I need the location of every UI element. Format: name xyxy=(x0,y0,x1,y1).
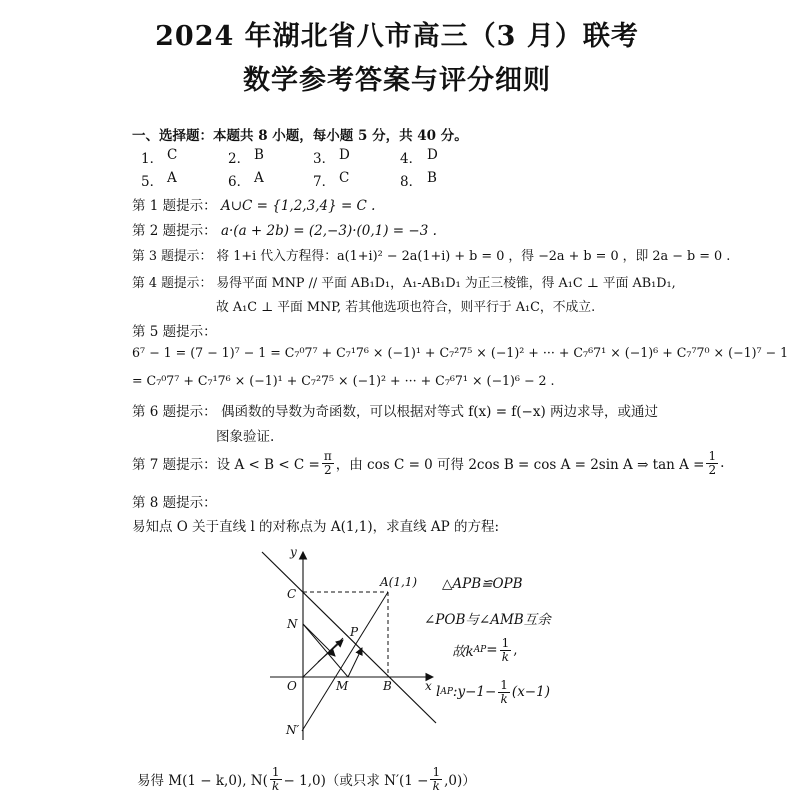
note-line-equation xyxy=(436,676,550,708)
hint-label: 第 1 题提示： xyxy=(132,198,217,214)
fraction-numerator: 1 xyxy=(432,764,441,779)
hint-text: 偶函数的导数为奇函数，可以根据对等式 f(x) = f(−x) 两边求导，或通过 xyxy=(220,404,659,420)
note-subscript: AP xyxy=(473,645,487,655)
label-A: A(1,1) xyxy=(380,575,418,589)
note-text: (x−1) xyxy=(511,684,550,700)
fraction-numerator: 1 xyxy=(500,677,508,692)
fraction-numerator: π xyxy=(323,448,332,463)
hint-text: . xyxy=(720,455,725,471)
label-y: y xyxy=(290,545,297,559)
hint-text: A∪C = {1,2,3,4} = C . xyxy=(220,198,376,214)
answer-value: C xyxy=(167,147,178,163)
note-text: :y−1− xyxy=(452,684,497,700)
fraction-denominator: k xyxy=(501,649,510,664)
fraction-denominator: k xyxy=(432,778,440,793)
label-x: x xyxy=(425,679,432,693)
hint-text: a·(a + 2b) = (2,−3)·(0,1) = −3 . xyxy=(220,223,437,239)
label-C: C xyxy=(287,587,297,601)
answer-value: D xyxy=(339,147,350,163)
note-text: = xyxy=(486,642,498,658)
answer-value: D xyxy=(427,147,438,163)
note-text: l xyxy=(436,684,441,700)
label-P: P xyxy=(350,625,359,639)
answer-value: A xyxy=(167,170,177,186)
fraction xyxy=(430,766,442,792)
hint-8-label: 第 8 题提示： xyxy=(132,495,217,511)
document-title: 2024 年湖北省八市高三（3 月）联考 xyxy=(155,21,639,52)
fraction-numerator: 1 xyxy=(271,764,280,779)
footer-text: 易得 M(1 − k,0), N( xyxy=(137,773,268,789)
document-subtitle: 数学参考答案与评分细则 xyxy=(243,65,551,96)
fraction xyxy=(500,637,512,663)
fraction-numerator: 1 xyxy=(708,448,717,463)
note-angles: ∠POB与∠AMB互余 xyxy=(424,612,551,628)
fraction-denominator: k xyxy=(500,691,508,706)
fraction-numerator: 1 xyxy=(501,635,510,650)
hint-label: 第 3 题提示： xyxy=(132,249,213,264)
label-N-prime: N′ xyxy=(286,723,300,737)
hint-5-label: 第 5 题提示： xyxy=(132,324,217,340)
note-subscript: AP xyxy=(440,687,453,697)
label-M: M xyxy=(336,679,349,693)
hint-5-line1: 6⁷ − 1 = (7 − 1)⁷ − 1 = C₇⁰7⁷ + C₇¹7⁶ × (−1)¹ + C₇²7⁵ × (−1)² + ··· + C₇⁶7¹ × (−1)⁶ + C₇⁷7⁰ × (−1)⁷ − 1 xyxy=(132,345,789,360)
line-AP xyxy=(302,592,388,731)
hint-text: 易得平面 MNP // 平面 AB₁D₁，A₁-AB₁D₁ 为正三棱锥，得 A₁C ⊥ 平面 AB₁D₁, xyxy=(216,276,676,291)
answer-value: B xyxy=(254,147,264,163)
label-B: B xyxy=(383,679,392,693)
section-heading: 一、选择题：本题共 8 小题，每小题 5 分，共 40 分。 xyxy=(132,128,468,144)
answer-number: 4． xyxy=(400,151,423,167)
answer-number: 6． xyxy=(228,174,251,190)
hint-6-continued: 图象验证. xyxy=(216,429,275,445)
note-text: 故k xyxy=(452,644,474,660)
answer-number: 5． xyxy=(141,174,164,190)
hint-label: 第 2 题提示： xyxy=(132,223,217,239)
footer-text: ,0)） xyxy=(444,773,476,789)
hint-text: 将 1+i 代入方程得：a(1+i)² − 2a(1+i) + b = 0 ，得 −2a + b = 0 ，即 2a − b = 0 . xyxy=(216,249,731,264)
answer-value: A xyxy=(254,170,264,186)
hint-label: 第 4 题提示： xyxy=(132,276,213,291)
footer-formula xyxy=(137,762,476,796)
hint-text: ，由 cos C = 0 可得 2cos B = cos A = 2sin A ⇒ tan A = xyxy=(335,457,705,473)
hint-5-line2: = C₇⁰7⁷ + C₇¹7⁶ × (−1)¹ + C₇²7⁵ × (−1)² + ··· + C₇⁶7¹ × (−1)⁶ − 2 . xyxy=(132,373,555,388)
fraction-denominator: 2 xyxy=(323,462,332,477)
segment-NM xyxy=(303,624,348,677)
answer-value: C xyxy=(339,170,350,186)
hint-text: 设 A < B < C = xyxy=(216,457,320,473)
hint-label: 第 7 题提示： xyxy=(132,457,217,473)
hint-8-text: 易知点 O 关于直线 l 的对称点为 A(1,1)，求直线 AP 的方程: xyxy=(132,519,500,535)
hint-label: 第 6 题提示： xyxy=(132,404,217,420)
fraction-denominator: 2 xyxy=(708,462,717,477)
fraction xyxy=(270,766,282,792)
answer-value: B xyxy=(427,170,437,186)
label-N: N xyxy=(287,617,298,631)
note-slope xyxy=(452,634,518,666)
answer-number: 1． xyxy=(141,151,164,167)
label-O: O xyxy=(287,679,297,693)
fraction xyxy=(498,679,510,705)
footer-text: − 1,0)（或只求 N′(1 − xyxy=(283,773,429,789)
answer-number: 2． xyxy=(228,151,251,167)
answer-number: 7． xyxy=(313,174,336,190)
note-text: , xyxy=(513,642,518,658)
answer-number: 3． xyxy=(313,151,336,167)
fraction-denominator: k xyxy=(272,778,280,793)
answer-number: 8． xyxy=(400,174,423,190)
note-congruent: △APB≌OPB xyxy=(442,576,523,592)
hint-4-continued: 故 A₁C ⊥ 平面 MNP, 若其他选项也符合，则平行于 A₁C，不成立. xyxy=(216,300,596,315)
